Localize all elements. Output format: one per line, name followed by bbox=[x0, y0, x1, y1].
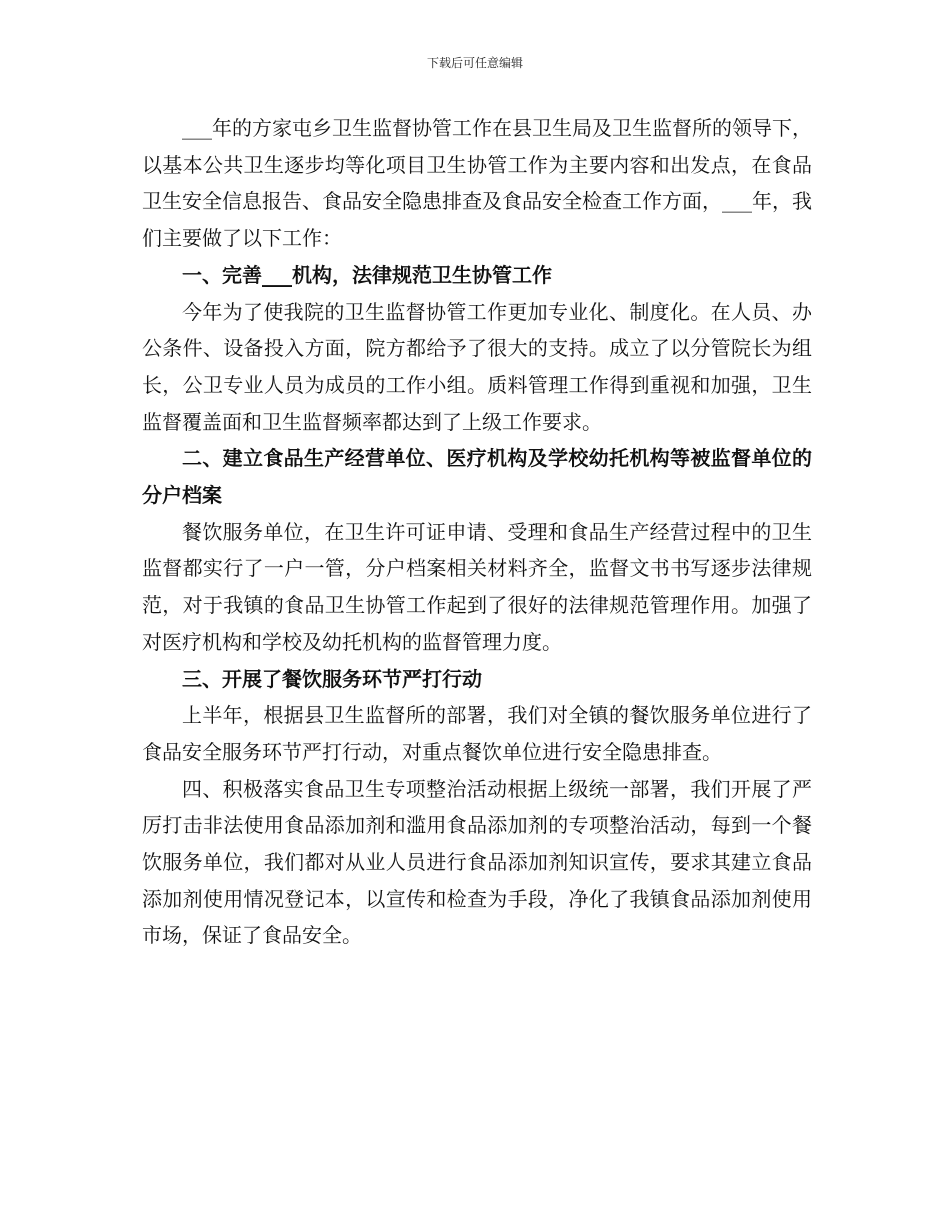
paragraph-intro: ___年的方家屯乡卫生监督协管工作在县卫生局及卫生监督所的领导下，以基本公共卫生逐步均等化项目卫生协管工作为主要内容和出发点，在食品卫生安全信息报告、食品安全隐患排查及食品安全检查工作方面，___年，我们主要做了以下工作： bbox=[142, 116, 812, 251]
document-body bbox=[142, 110, 812, 954]
section-heading-3: 三、开展了餐饮服务环节严打行动 bbox=[182, 666, 482, 691]
section-heading-1: 一、完善___机构，法律规范卫生协管工作 bbox=[182, 262, 552, 287]
paragraph-section-1: 今年为了使我院的卫生监督协管工作更加专业化、制度化。在人员、办公条件、设备投入方面，院方都给予了很大的支持。成立了以分管院长为组长，公卫专业人员为成员的工作小组。质料管理工作得到重视和加强，卫生监督覆盖面和卫生监督频率都达到了上级工作要求。 bbox=[142, 299, 812, 434]
paragraph-section-4: 四、积极落实食品卫生专项整治活动根据上级统一部署，我们开展了严厉打击非法使用食品添加剂和滥用食品添加剂的专项整治活动，每到一个餐饮服务单位，我们都对从业人员进行食品添加剂知识宣传，要求其建立食品添加剂使用情况登记本，以宣传和检查为手段，净化了我镇食品添加剂使用市场，保证了食品安全。 bbox=[142, 776, 812, 948]
page-header: 下载后可任意编辑 bbox=[426, 56, 523, 70]
paragraph-section-3: 上半年，根据县卫生监督所的部署，我们对全镇的餐饮服务单位进行了食品安全服务环节严打行动，对重点餐饮单位进行安全隐患排查。 bbox=[142, 703, 812, 764]
paragraph-section-2: 餐饮服务单位，在卫生许可证申请、受理和食品生产经营过程中的卫生监督都实行了一户一管，分户档案相关材料齐全，监督文书书写逐步法律规范，对于我镇的食品卫生协管工作起到了很好的法律规范管理作用。加强了对医疗机构和学校及幼托机构的监督管理力度。 bbox=[142, 519, 812, 654]
section-heading-2: 二、建立食品生产经营单位、医疗机构及学校幼托机构等被监督单位的分户档案 bbox=[142, 446, 812, 508]
